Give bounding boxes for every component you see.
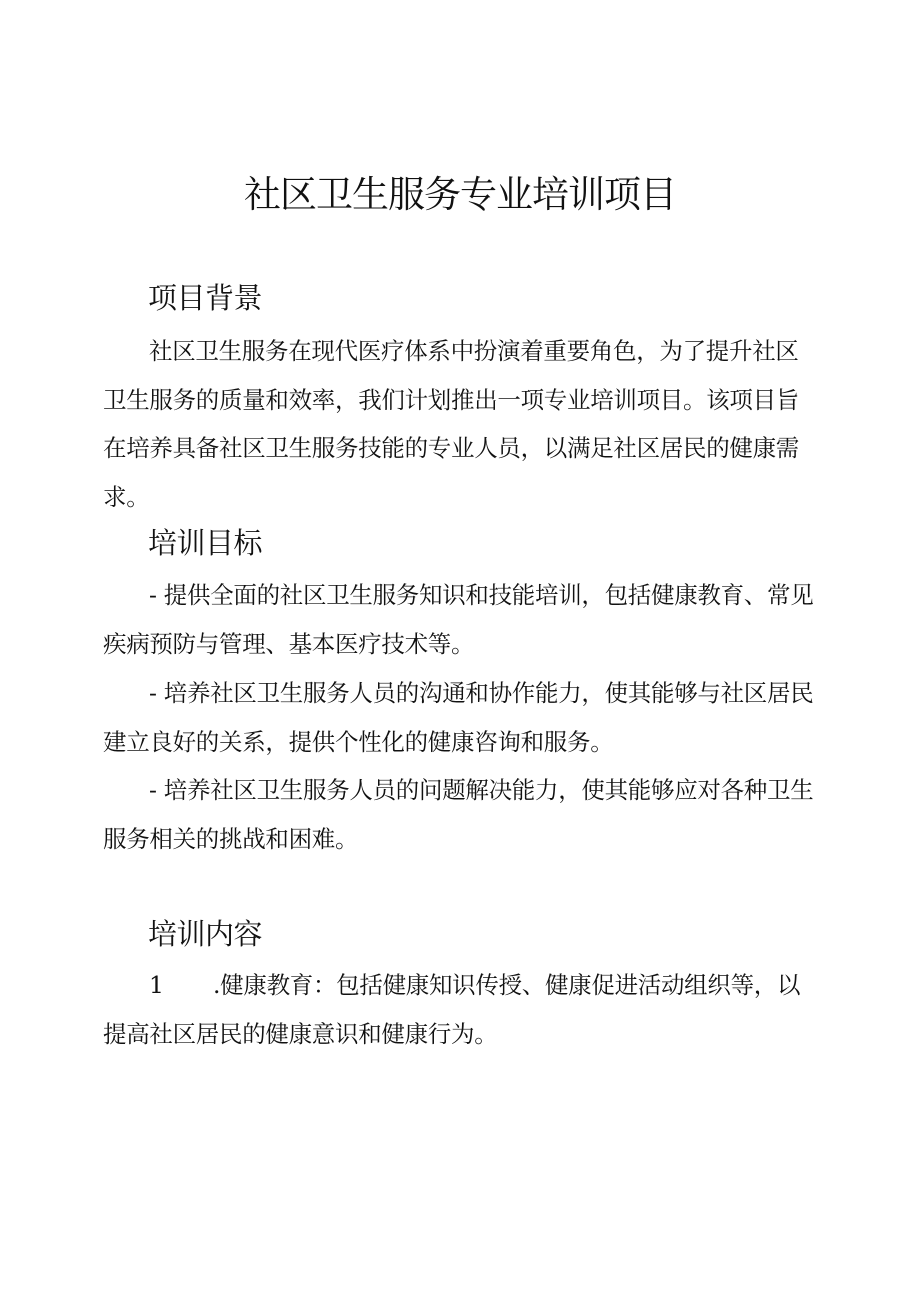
goal-item-3: - 培养社区卫生服务人员的问题解决能力，使其能够应对各种卫生服务相关的挑战和困难。 — [103, 776, 814, 853]
goal-item-2: - 培养社区卫生服务人员的沟通和协作能力，使其能够与社区居民建立良好的关系，提供个性化的健康咨询和服务。 — [103, 679, 814, 756]
content-item-1 — [103, 961, 821, 1058]
content-item-text: .健康教育：包括健康知识传授、健康促进活动组织等，以提高社区居民的健康意识和健康行为。 — [103, 971, 801, 1048]
section-heading-background: 项目背景 — [148, 281, 263, 315]
content-item-number: 1 — [149, 971, 164, 999]
background-paragraph: 社区卫生服务在现代医疗体系中扮演着重要角色，为了提升社区卫生服务的质量和效率，我们计划推出一项专业培训项目。该项目旨在培养具备社区卫生服务技能的专业人员，以满足社区居民的健康需求。 — [103, 337, 799, 511]
goal-item-1: - 提供全面的社区卫生服务知识和技能培训，包括健康教育、常见疾病预防与管理、基本医疗技术等。 — [103, 581, 814, 658]
section-heading-content: 培训内容 — [148, 917, 263, 951]
document-title: 社区卫生服务专业培训项目 — [244, 173, 676, 216]
section-heading-goals: 培训目标 — [148, 526, 263, 560]
